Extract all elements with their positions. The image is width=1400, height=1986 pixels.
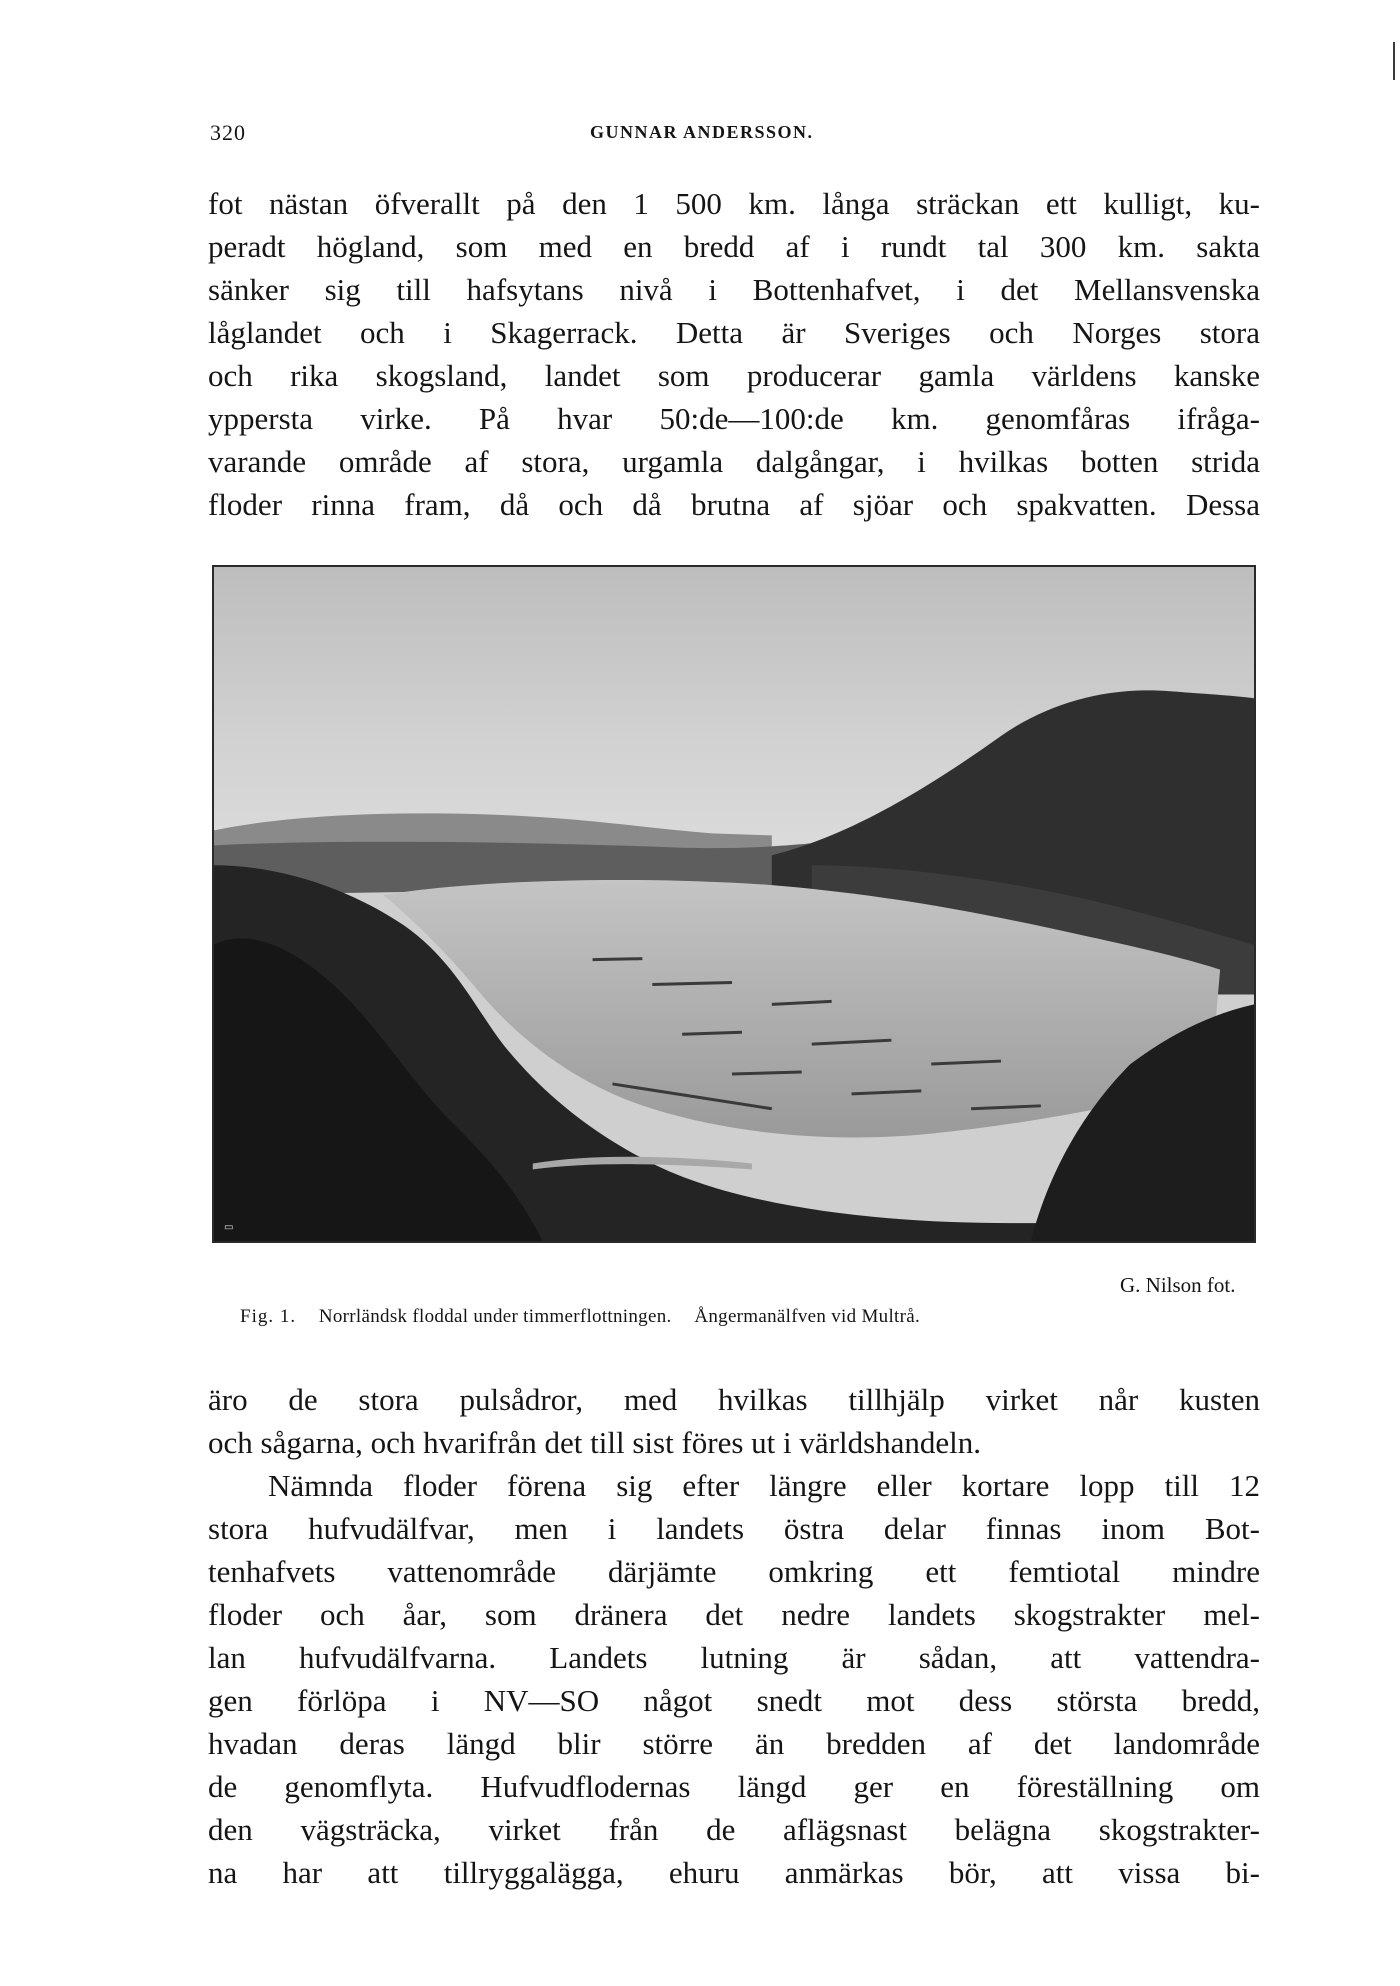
figure-caption: [240, 1306, 1250, 1328]
scan-edge-mark: [1393, 42, 1395, 80]
text-line: de genomflyta. Hufvudflodernas längd ger en föreställning om: [208, 1769, 1260, 1804]
engraver-mark: ▭: [224, 1222, 234, 1233]
text-line: tenhafvets vattenområde därjämte omkring ett femtiotal mindre: [208, 1554, 1260, 1589]
figure-place: Ångermanälfven vid Multrå.: [694, 1306, 921, 1327]
body-text-top: [208, 182, 1260, 526]
figure-photograph: [212, 565, 1256, 1243]
text-line: lan hufvudälfvarna. Landets lutning är sådan, att vattendra-: [208, 1640, 1260, 1675]
page-header: [210, 120, 1250, 150]
text-line: Nämnda floder förena sig efter längre eller kortare lopp till 12: [268, 1468, 1260, 1503]
text-line: peradt högland, som med en bredd af i rundt tal 300 km. sakta: [208, 229, 1260, 264]
text-line: floder och åar, som dränera det nedre landets skogstrakter mel-: [208, 1597, 1260, 1632]
text-line: och rika skogsland, landet som producerar gamla världens kanske: [208, 358, 1260, 393]
text-line: varande område af stora, urgamla dalgångar, i hvilkas botten strida: [208, 444, 1260, 479]
text-line: yppersta virke. På hvar 50:de—100:de km. genomfåras ifråga-: [208, 401, 1260, 436]
body-text-bottom: [208, 1378, 1260, 1894]
text-line: gen förlöpa i NV—SO något snedt mot dess största bredd,: [208, 1683, 1260, 1718]
text-line: floder rinna fram, då och då brutna af sjöar och spakvatten. Dessa: [208, 487, 1260, 522]
text-line: sänker sig till hafsytans nivå i Bottenhafvet, i det Mellansvenska: [208, 272, 1260, 307]
text-line: och sågarna, och hvarifrån det till sist föres ut i världshandeln.: [208, 1425, 982, 1460]
text-line: låglandet och i Skagerrack. Detta är Sveriges och Norges stora: [208, 315, 1260, 350]
text-line: den vägsträcka, virket från de aflägsnast belägna skogstrakter-: [208, 1812, 1260, 1847]
photo-credit: G. Nilson fot.: [1120, 1273, 1236, 1297]
page-number: 320: [210, 120, 246, 145]
text-line: stora hufvudälfvar, men i landets östra delar finnas inom Bot-: [208, 1511, 1260, 1546]
text-line: äro de stora pulsådror, med hvilkas tillhjälp virket når kusten: [208, 1382, 1260, 1417]
text-line: na har att tillryggalägga, ehuru anmärkas bör, att vissa bi-: [208, 1855, 1260, 1890]
river-valley-photo: [214, 567, 1254, 1241]
text-line: hvadan deras längd blir större än bredden af det landområde: [208, 1726, 1260, 1761]
running-title: GUNNAR ANDERSSON.: [590, 122, 814, 142]
figure-description: Norrländsk floddal under timmerflottningen.: [318, 1306, 672, 1327]
figure-label: Fig. 1.: [240, 1306, 297, 1327]
text-line: fot nästan öfverallt på den 1 500 km. långa sträckan ett kulligt, ku-: [208, 186, 1260, 221]
